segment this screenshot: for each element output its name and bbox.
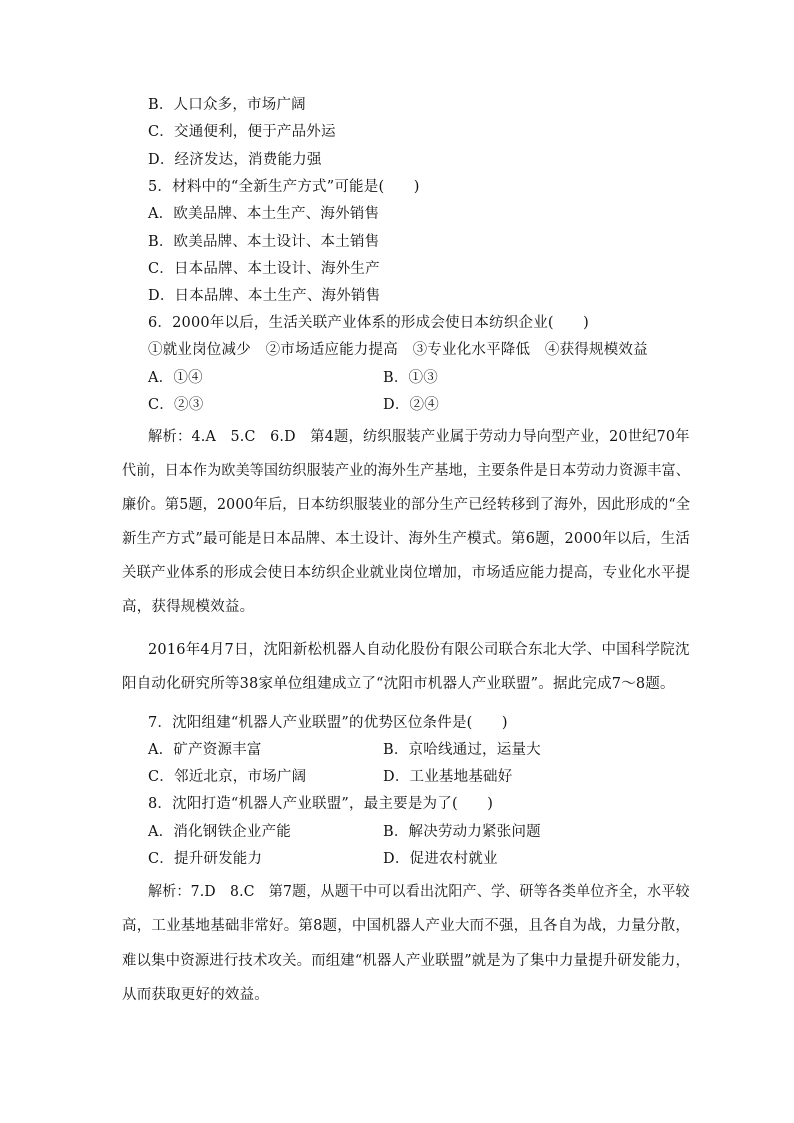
q8-option-b: B．解决劳动力紧张问题 — [383, 824, 541, 840]
q8-option-a: A．消化钢铁企业产能 — [148, 824, 291, 840]
q4-option-d: D．经济发达，消费能力强 — [148, 152, 322, 168]
analysis-2-line-1: 解析：7.D 8.C 第7题，从题干中可以看出沈阳产、学、研等各类单位齐全，水平较 — [148, 884, 690, 900]
q6-stem: 6．2000年以后，生活关联产业体系的形成会使日本纺织企业( ) — [148, 315, 590, 331]
q4-option-c: C．交通便利，便于产品外运 — [148, 124, 336, 140]
q6-option-a: A．①④ — [148, 370, 203, 386]
material-line-1: 2016年4月7日，沈阳新松机器人自动化股份有限公司联合东北大学、中国科学院沈 — [148, 642, 690, 658]
q7-option-a: A．矿产资源丰富 — [148, 742, 262, 758]
q7-stem: 7．沈阳组建“机器人产业联盟”的优势区位条件是( ) — [148, 715, 508, 731]
q5-option-a: A．欧美品牌、本土生产、海外销售 — [148, 206, 380, 222]
analysis-1-line-3: 廉价。第5题，2000年后，日本纺织服装业的部分生产已经转移到了海外，因此形成的“全 — [122, 497, 691, 513]
q7-option-b: B．京哈线通过，运量大 — [383, 742, 541, 758]
analysis-1-line-4: 新生产方式”最可能是日本品牌、本土设计、海外生产模式。第6题，2000年以后，生活 — [122, 531, 691, 547]
q5-option-c: C．日本品牌、本土设计、海外生产 — [148, 261, 380, 277]
q4-option-b: B．人口众多，市场广阔 — [148, 97, 306, 113]
analysis-1-line-5: 关联产业体系的形成会使日本纺织企业就业岗位增加，市场适应能力提高，专业化水平提 — [122, 565, 691, 581]
material-line-2: 阳自动化研究所等38家单位组建成立了“沈阳市机器人产业联盟”。据此完成7～8题。 — [122, 676, 675, 692]
analysis-1-line-1: 解析：4.A 5.C 6.D 第4题，纺织服装产业属于劳动力导向型产业，20世纪70年 — [148, 429, 690, 445]
q5-option-d: D．日本品牌、本土生产、海外销售 — [148, 288, 381, 304]
analysis-2-line-2: 高，工业基地基础非常好。第8题，中国机器人产业大而不强，且各自为战，力量分散， — [122, 918, 691, 934]
analysis-2-line-3: 难以集中资源进行技术攻关。而组建“机器人产业联盟”就是为了集中力量提升研发能力， — [122, 953, 691, 969]
analysis-1-line-2: 代前，日本作为欧美等国纺织服装产业的海外生产基地，主要条件是日本劳动力资源丰富、 — [122, 463, 691, 479]
analysis-2-line-4: 从而获取更好的效益。 — [122, 987, 269, 1003]
q6-option-c: C．②③ — [148, 397, 204, 413]
q8-option-c: C．提升研发能力 — [148, 851, 263, 867]
analysis-1-line-6: 高，获得规模效益。 — [122, 599, 255, 615]
q5-stem: 5．材料中的“全新生产方式”可能是( ) — [148, 179, 420, 195]
q7-option-c: C．邻近北京，市场广阔 — [148, 769, 307, 785]
q7-option-d: D．工业基地基础好 — [383, 769, 513, 785]
q8-stem: 8．沈阳打造“机器人产业联盟”，最主要是为了( ) — [148, 796, 494, 812]
q6-option-d: D．②④ — [383, 397, 439, 413]
q8-option-d: D．促进农村就业 — [383, 851, 498, 867]
q6-items: ①就业岗位减少 ②市场适应能力提高 ③专业化水平降低 ④获得规模效益 — [148, 342, 648, 358]
q5-option-b: B．欧美品牌、本土设计、本土销售 — [148, 234, 380, 250]
q6-option-b: B．①③ — [383, 370, 438, 386]
